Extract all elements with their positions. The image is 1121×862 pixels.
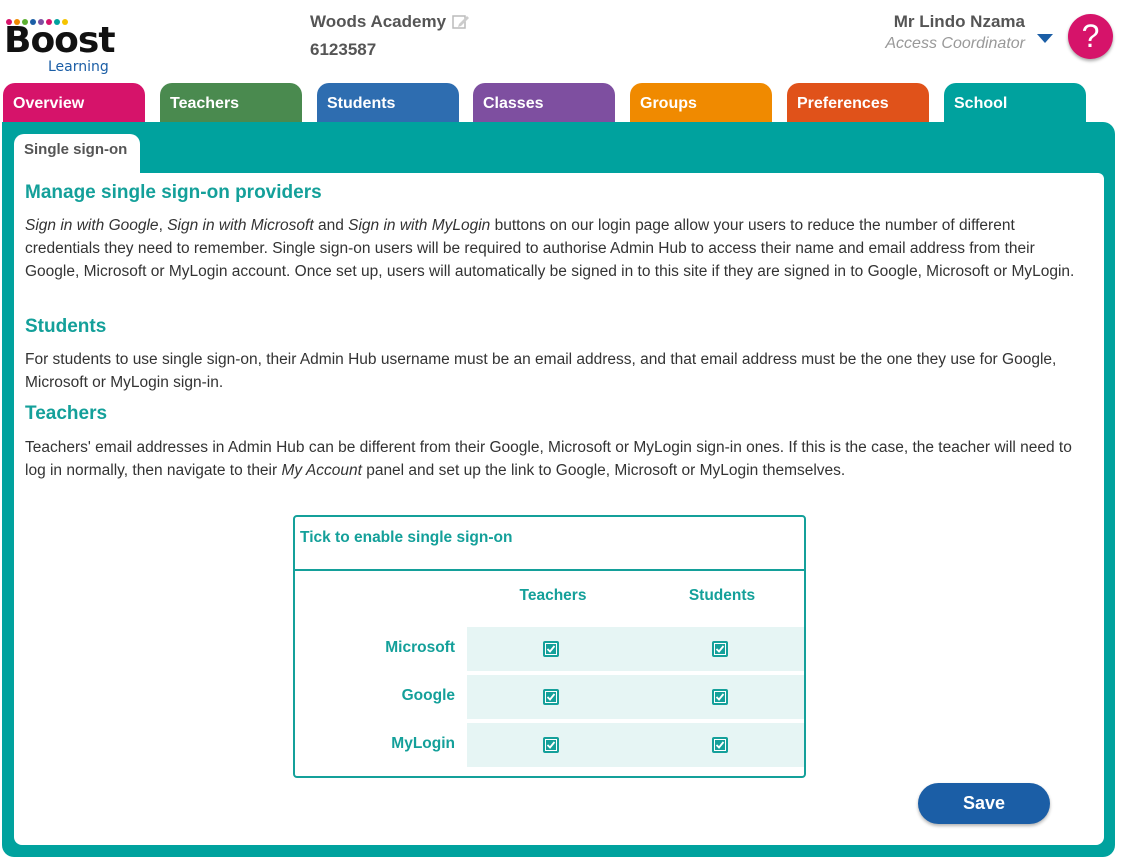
checkbox-google-students[interactable] xyxy=(712,689,728,705)
sso-row-label: MyLogin xyxy=(391,735,455,752)
mylogin-signin-ref: Sign in with MyLogin xyxy=(348,217,491,234)
school-name-row xyxy=(310,12,470,32)
sso-row xyxy=(467,723,804,767)
school-id: 6123587 xyxy=(310,40,377,59)
providers-text xyxy=(25,214,1075,283)
main-tabs xyxy=(0,83,1121,123)
school-info xyxy=(310,12,470,60)
tab-overview[interactable]: Overview xyxy=(3,83,145,123)
teachers-text-part1: Teachers' email addresses in Admin Hub can be different from their Google, Microsoft or MyLogin sign-in ones. If this is the case, the teacher will need to log in normally, then navigate to their xyxy=(25,439,1072,479)
column-header-teachers: Teachers xyxy=(519,587,587,604)
save-button[interactable]: Save xyxy=(918,783,1050,824)
logo-sub: Learning xyxy=(48,59,109,75)
sso-row-label: Google xyxy=(401,687,455,704)
tab-school[interactable]: School xyxy=(944,83,1086,123)
tab-teachers[interactable]: Teachers xyxy=(160,83,302,123)
user-role: Access Coordinator xyxy=(885,35,1025,52)
checkbox-microsoft-teachers[interactable] xyxy=(543,641,559,657)
tab-groups[interactable]: Groups xyxy=(630,83,772,123)
providers-heading: Manage single sign-on providers xyxy=(25,182,322,203)
providers-sep1: , xyxy=(158,217,168,234)
providers-sep2: and xyxy=(313,217,349,234)
students-heading: Students xyxy=(25,316,107,337)
user-menu-caret-icon[interactable] xyxy=(1037,34,1053,43)
checkbox-microsoft-students[interactable] xyxy=(712,641,728,657)
column-header-students: Students xyxy=(688,587,756,604)
checkbox-mylogin-teachers[interactable] xyxy=(543,737,559,753)
checkbox-google-teachers[interactable] xyxy=(543,689,559,705)
my-account-ref: My Account xyxy=(281,462,362,479)
checkbox-mylogin-students[interactable] xyxy=(712,737,728,753)
help-button[interactable]: ? xyxy=(1068,14,1113,59)
microsoft-signin-ref: Sign in with Microsoft xyxy=(167,217,314,234)
tab-preferences[interactable]: Preferences xyxy=(787,83,929,123)
teachers-text xyxy=(25,436,1075,482)
logo-brand: Boost xyxy=(4,20,115,61)
sso-table-caption: Tick to enable single sign-on xyxy=(295,517,804,571)
teachers-heading: Teachers xyxy=(25,403,108,424)
teachers-text-part2: panel and set up the link to Google, Microsoft or MyLogin themselves. xyxy=(361,462,846,479)
tab-students[interactable]: Students xyxy=(317,83,459,123)
user-name: Mr Lindo Nzama xyxy=(893,12,1025,31)
providers-rest: buttons on our login page allow your users to reduce the number of different credentials they need to remember. Single sign-on users will be required to authorise Admin Hub to access their name and email address from their Google, Microsoft or MyLogin account. Once set up, users will automatically be signed in to this site if they are signed in to Google, Microsoft or MyLogin. xyxy=(25,217,1075,280)
school-name: Woods Academy xyxy=(310,12,447,31)
google-signin-ref: Sign in with Google xyxy=(25,217,159,234)
students-text: For students to use single sign-on, their Admin Hub username must be an email address, and that email address must be the one they use for Google, Microsoft or MyLogin sign-in. xyxy=(25,351,1057,391)
edit-icon[interactable] xyxy=(452,14,470,30)
sso-row xyxy=(467,627,804,671)
boost-learning-logo xyxy=(4,12,119,74)
sso-row-label: Microsoft xyxy=(385,639,455,656)
tab-single-sign-on[interactable]: Single sign-on xyxy=(14,134,140,174)
sso-table xyxy=(293,515,806,778)
sso-row xyxy=(467,675,804,719)
tab-classes[interactable]: Classes xyxy=(473,83,615,123)
user-info[interactable] xyxy=(885,12,1025,53)
